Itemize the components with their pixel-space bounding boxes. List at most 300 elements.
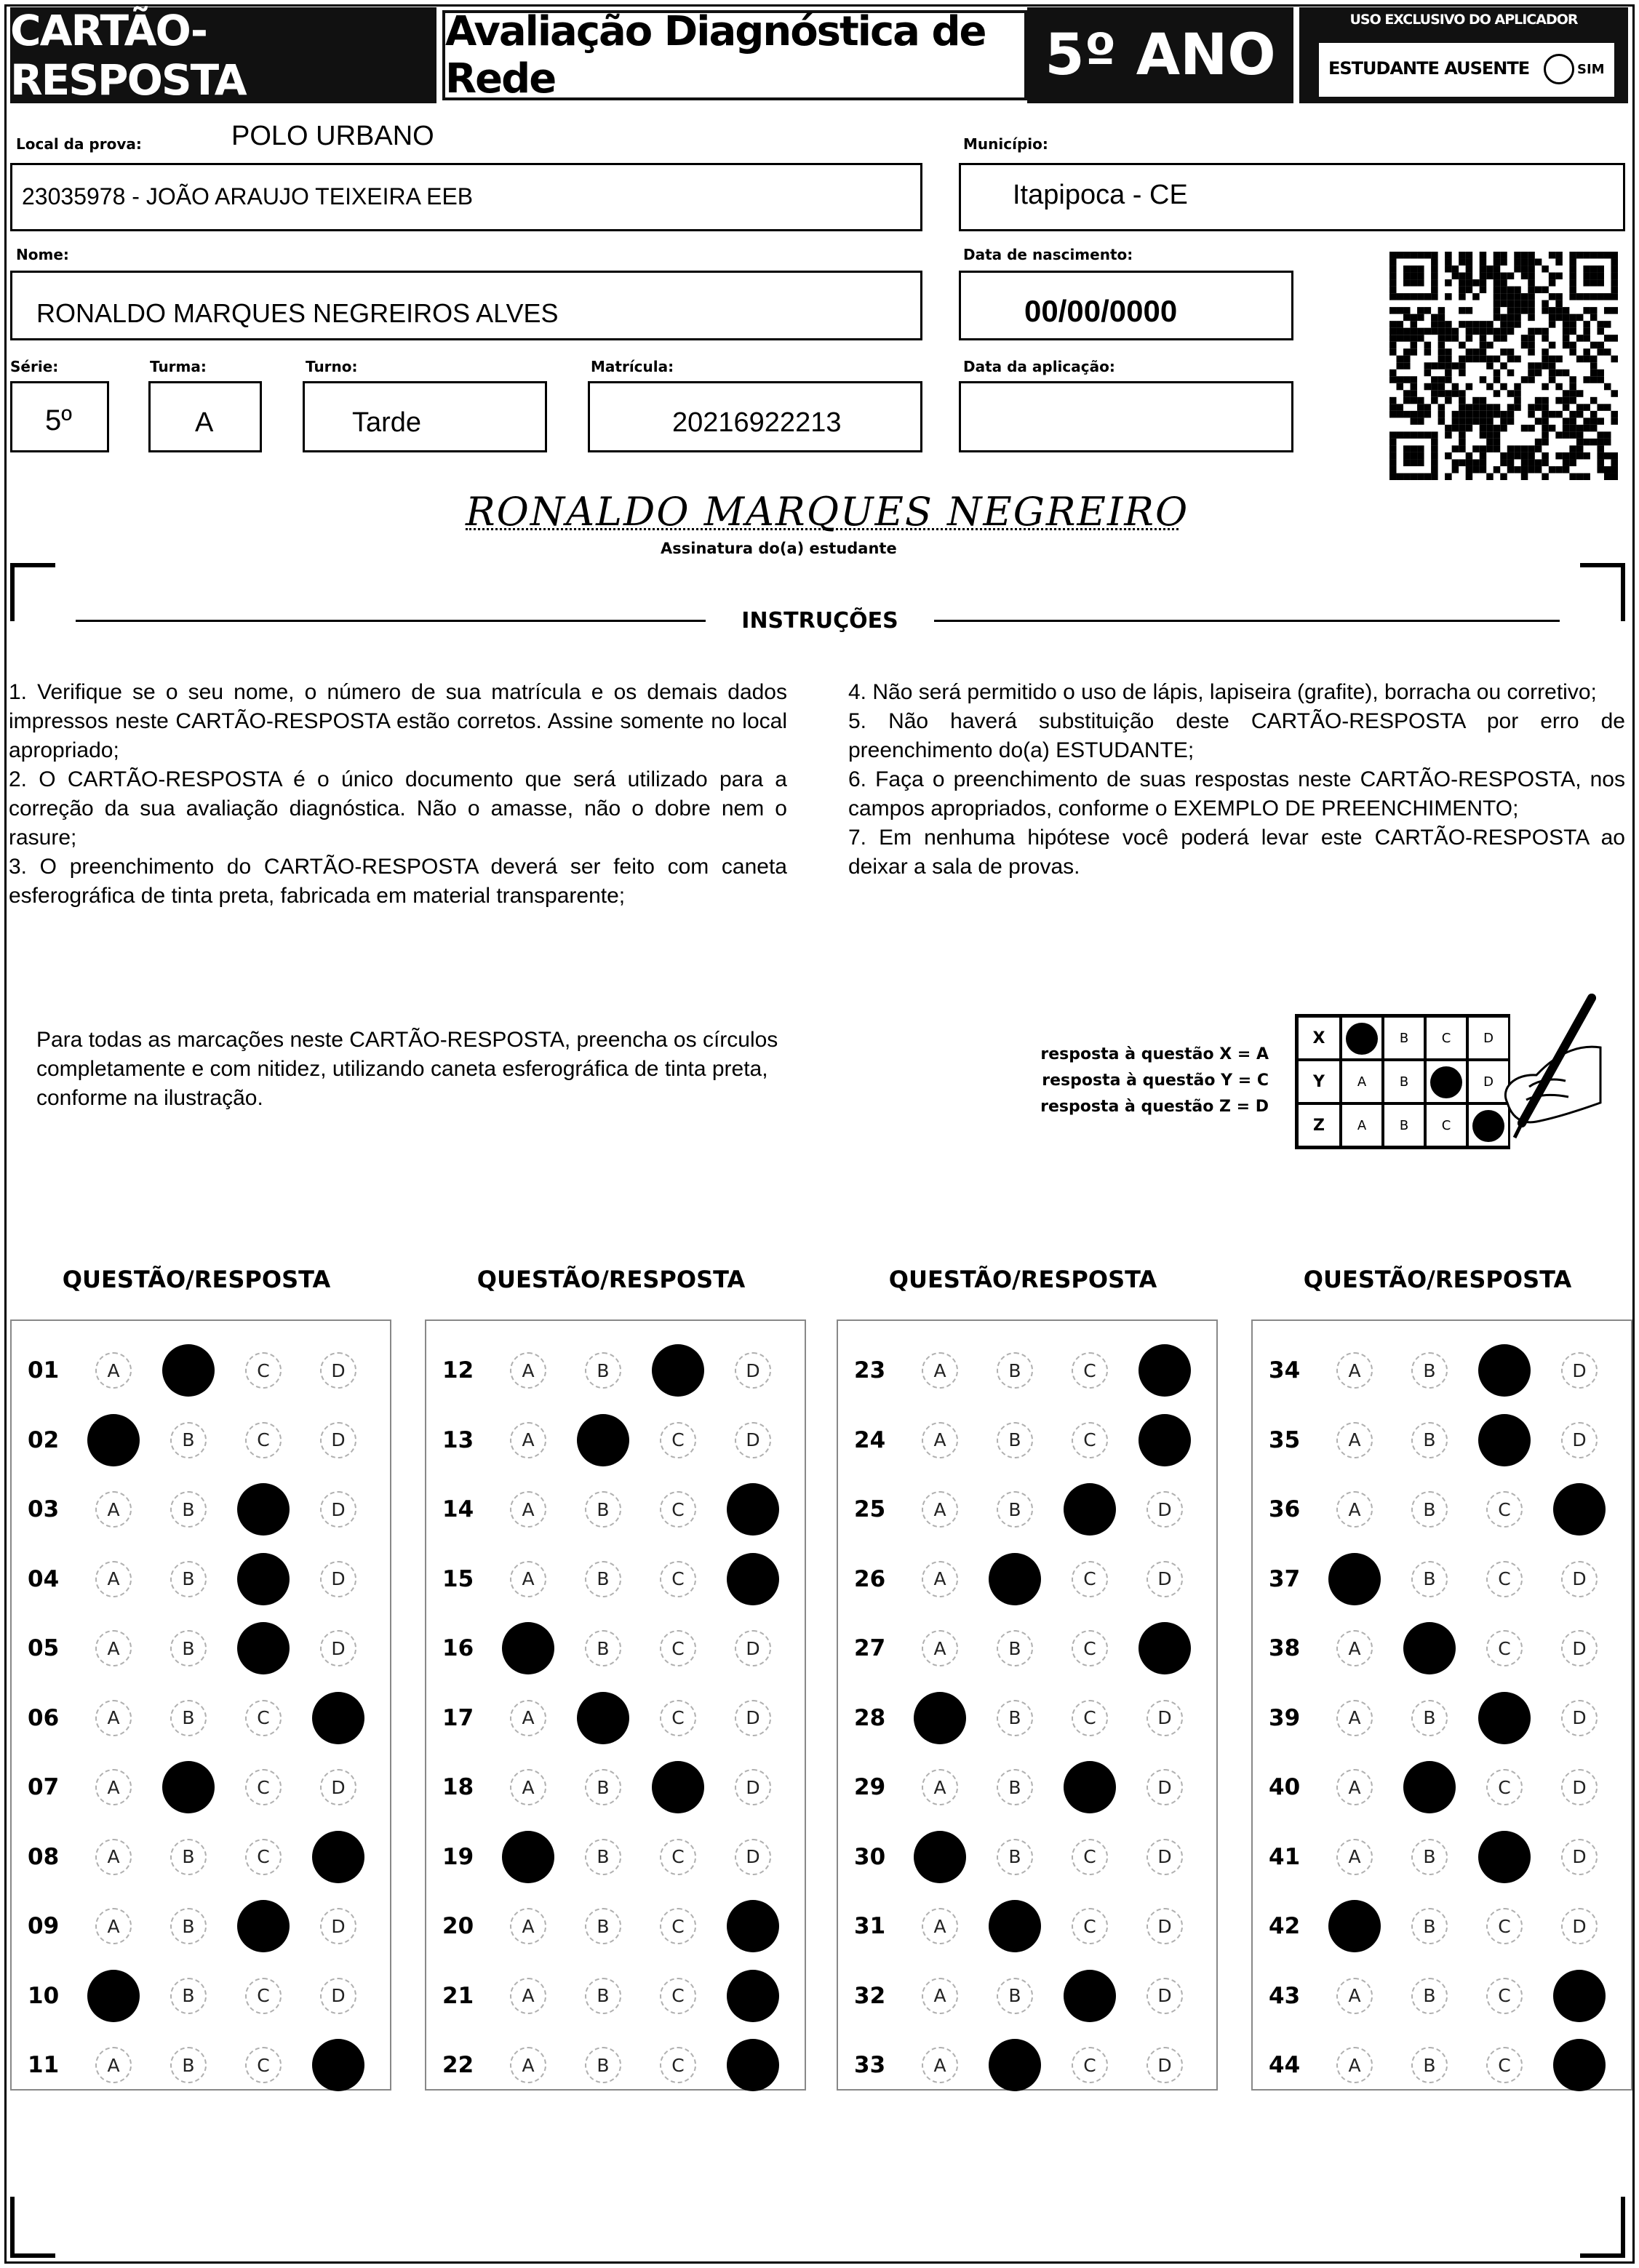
filled-bubble[interactable]	[237, 1622, 290, 1674]
answer-bubble-b[interactable]	[585, 1630, 621, 1666]
answer-bubble-c[interactable]	[245, 1422, 282, 1458]
bubble-letter: B	[1423, 1498, 1436, 1520]
bubble-letter: A	[522, 1707, 535, 1728]
answer-row	[1251, 1626, 1624, 1670]
answer-bubble-b[interactable]	[585, 1978, 621, 2014]
bubble-letter: A	[1348, 1637, 1361, 1659]
answer-bubble-d[interactable]	[320, 1491, 356, 1528]
answer-bubble-a[interactable]	[1336, 1491, 1373, 1528]
answer-bubble-d[interactable]	[320, 1352, 356, 1389]
answer-bubble-d[interactable]	[1561, 1352, 1598, 1389]
answer-bubble-a[interactable]	[510, 1908, 546, 1944]
answer-bubble-c[interactable]	[245, 2047, 282, 2083]
answer-bubble-d[interactable]	[735, 1769, 771, 1805]
bubble-letter: B	[1008, 1776, 1021, 1798]
example-question-label: X	[1297, 1016, 1341, 1060]
answer-bubble-b[interactable]	[997, 1422, 1033, 1458]
answer-bubble-b[interactable]	[997, 1352, 1033, 1389]
answer-bubble-b[interactable]	[1411, 1491, 1448, 1528]
question-number: 04	[28, 1565, 60, 1592]
school-value: 23035978 - JOÃO ARAUJO TEIXEIRA EEB	[22, 183, 474, 209]
question-number: 25	[854, 1496, 886, 1522]
example-option-a: A	[1341, 1103, 1383, 1147]
bubble-letter: B	[1008, 1637, 1021, 1659]
absent-yes-label: SIM	[1577, 62, 1605, 77]
question-number: 29	[854, 1774, 886, 1800]
filled-bubble[interactable]	[1553, 2039, 1606, 2091]
answer-bubble-a[interactable]	[922, 1422, 958, 1458]
answer-bubble-a[interactable]	[510, 1978, 546, 2014]
signature-handwritten: RONALDO MARQUES NEGREIRO	[466, 489, 1189, 535]
question-number: 07	[28, 1774, 60, 1800]
answer-bubble-a[interactable]	[1336, 1352, 1373, 1389]
instruction-item: 4. Não será permitido o uso de lápis, lapiseira (grafite), borracha ou corretivo;	[848, 680, 1597, 704]
corner-mark	[10, 563, 15, 621]
answer-bubble-c[interactable]	[245, 1839, 282, 1875]
answer-bubble-d[interactable]	[1561, 1422, 1598, 1458]
answer-row	[425, 1904, 797, 1948]
bubble-letter: A	[107, 1846, 120, 1867]
answer-bubble-b[interactable]	[170, 1422, 207, 1458]
bubble-letter: A	[1348, 1359, 1361, 1381]
bubble-letter: D	[1157, 1915, 1172, 1937]
answer-bubble-d[interactable]	[1146, 1908, 1183, 1944]
answer-bubble-b[interactable]	[170, 1491, 207, 1528]
bubble-letter: C	[1498, 1776, 1511, 1798]
corner-mark	[1580, 563, 1625, 567]
bubble-letter: A	[933, 2054, 946, 2076]
answer-bubble-b[interactable]	[170, 1908, 207, 1944]
filled-bubble[interactable]	[652, 1761, 704, 1813]
answer-bubble-b[interactable]	[1411, 1908, 1448, 1944]
filled-bubble[interactable]	[989, 1553, 1041, 1605]
instruction-item: 2. O CARTÃO-RESPOSTA é o único documento que será utilizado para a correção da sua avaliação diagnóstica. Não o amasse, não o dobre nem o rasure;	[9, 767, 787, 850]
filled-bubble[interactable]	[577, 1692, 629, 1744]
instruction-item: 3. O preenchimento do CARTÃO-RESPOSTA deverá ser feito com caneta esferográfica de tinta preta, fabricada em material transparente;	[9, 855, 787, 908]
answer-bubble-a[interactable]	[1336, 1769, 1373, 1805]
bubble-letter: A	[107, 1915, 120, 1937]
answer-bubble-c[interactable]	[660, 2047, 696, 2083]
answer-bubble-c[interactable]	[1072, 1352, 1108, 1389]
question-number: 11	[28, 2052, 60, 2078]
filled-bubble[interactable]	[237, 1553, 290, 1605]
bubble-letter: C	[1083, 1707, 1096, 1728]
answer-bubble-c[interactable]	[660, 1908, 696, 1944]
answer-bubble-b[interactable]	[170, 1630, 207, 1666]
answer-bubble-c[interactable]	[1486, 1908, 1523, 1944]
bubble-letter: B	[1008, 1498, 1021, 1520]
answer-bubble-b[interactable]	[585, 1491, 621, 1528]
pen-hand-icon	[1493, 994, 1602, 1146]
turma-value: A	[195, 407, 214, 438]
answer-bubble-d[interactable]	[735, 1630, 771, 1666]
example-option-d: D	[1467, 1060, 1510, 1103]
bubble-letter: C	[257, 1429, 270, 1450]
bubble-letter: C	[257, 1776, 270, 1798]
answer-bubble-d[interactable]	[320, 1561, 356, 1597]
answer-bubble-a[interactable]	[1336, 1630, 1373, 1666]
answer-bubble-d[interactable]	[735, 1839, 771, 1875]
bubble-letter: B	[1423, 1568, 1436, 1589]
bubble-letter: B	[597, 1776, 610, 1798]
bubble-letter: A	[933, 1637, 946, 1659]
example-option-d: D	[1467, 1016, 1510, 1060]
answer-bubble-a[interactable]	[922, 1491, 958, 1528]
filled-bubble[interactable]	[1553, 1483, 1606, 1536]
bubble-letter: A	[522, 1568, 535, 1589]
answer-bubble-c[interactable]	[1072, 2047, 1108, 2083]
bubble-letter: C	[671, 1637, 685, 1659]
answer-bubble-c[interactable]	[1486, 1491, 1523, 1528]
answer-bubble-b[interactable]	[1411, 1561, 1448, 1597]
answer-bubble-a[interactable]	[1336, 1978, 1373, 2014]
serie-label: Série:	[10, 358, 59, 375]
filled-bubble[interactable]	[502, 1831, 554, 1883]
answer-bubble-c[interactable]	[660, 1839, 696, 1875]
answer-bubble-a[interactable]	[510, 2047, 546, 2083]
answer-bubble-b[interactable]	[997, 1491, 1033, 1528]
bubble-letter: C	[1083, 1915, 1096, 1937]
answer-bubble-b[interactable]	[997, 1769, 1033, 1805]
filled-bubble[interactable]	[1478, 1414, 1531, 1466]
filled-bubble[interactable]	[312, 1831, 364, 1883]
question-number: 24	[854, 1426, 886, 1453]
filled-bubble[interactable]	[1328, 1553, 1381, 1605]
answer-bubble-b[interactable]	[997, 1630, 1033, 1666]
answer-bubble-d[interactable]	[320, 1908, 356, 1944]
answer-bubble-c[interactable]	[660, 1491, 696, 1528]
answer-bubble-d[interactable]	[1146, 2047, 1183, 2083]
question-number: 17	[442, 1704, 474, 1731]
answer-bubble-b[interactable]	[585, 1769, 621, 1805]
question-number: 39	[1269, 1704, 1301, 1731]
filled-bubble[interactable]	[577, 1414, 629, 1466]
question-number: 02	[28, 1426, 60, 1453]
question-number: 16	[442, 1635, 474, 1661]
bubble-letter: B	[1008, 1429, 1021, 1450]
bubble-letter: C	[1083, 1359, 1096, 1381]
answer-bubble-d[interactable]	[1561, 1769, 1598, 1805]
answer-bubble-b[interactable]	[1411, 2047, 1448, 2083]
answer-bubble-c[interactable]	[1072, 1561, 1108, 1597]
filled-bubble[interactable]	[162, 1344, 215, 1397]
answer-bubble-c[interactable]	[1072, 1839, 1108, 1875]
answer-bubble-b[interactable]	[170, 1561, 207, 1597]
answer-bubble-d[interactable]	[1146, 1700, 1183, 1736]
bubble-letter: D	[331, 1429, 346, 1450]
answer-bubble-c[interactable]	[245, 1700, 282, 1736]
filled-bubble[interactable]	[312, 2039, 364, 2091]
filled-bubble[interactable]	[237, 1483, 290, 1536]
bubble-letter: A	[1348, 1707, 1361, 1728]
answer-bubble-b[interactable]	[1411, 1422, 1448, 1458]
corner-mark	[10, 563, 55, 567]
filled-bubble[interactable]	[1138, 1622, 1191, 1674]
answer-bubble-b[interactable]	[997, 1978, 1033, 2014]
filled-bubble[interactable]	[162, 1761, 215, 1813]
answer-bubble-a[interactable]	[95, 1908, 132, 1944]
filled-bubble[interactable]	[727, 1970, 779, 2022]
bubble-letter: B	[182, 1637, 195, 1659]
answer-row	[10, 1557, 383, 1601]
answer-bubble-a[interactable]	[95, 1630, 132, 1666]
filled-bubble[interactable]	[502, 1622, 554, 1674]
answer-row	[837, 1835, 1209, 1879]
answer-bubble-c[interactable]	[660, 1422, 696, 1458]
question-number: 41	[1269, 1843, 1301, 1870]
answer-bubble-d[interactable]	[320, 1769, 356, 1805]
answer-bubble-a[interactable]	[922, 1352, 958, 1389]
filled-bubble[interactable]	[1064, 1970, 1116, 2022]
example-option-c	[1425, 1060, 1467, 1103]
filled-bubble[interactable]	[237, 1900, 290, 1952]
answer-row	[1251, 1904, 1624, 1948]
answer-row	[10, 1904, 383, 1948]
answer-bubble-a[interactable]	[1336, 2047, 1373, 2083]
answer-bubble-c[interactable]	[660, 1630, 696, 1666]
answer-bubble-a[interactable]	[510, 1352, 546, 1389]
answer-bubble-c[interactable]	[1072, 1630, 1108, 1666]
answer-bubble-d[interactable]	[735, 1352, 771, 1389]
answer-bubble-c[interactable]	[1486, 1978, 1523, 2014]
corner-mark	[1621, 563, 1625, 621]
answer-bubble-d[interactable]	[1561, 1561, 1598, 1597]
answer-bubble-c[interactable]	[1072, 1908, 1108, 1944]
answer-bubble-c[interactable]	[1486, 2047, 1523, 2083]
answer-row	[425, 1696, 797, 1740]
bubble-letter: C	[671, 2054, 685, 2076]
filled-bubble[interactable]	[312, 1692, 364, 1744]
instructions-rule-right	[934, 620, 1560, 622]
bubble-letter: D	[1572, 1568, 1587, 1589]
filled-bubble[interactable]	[914, 1831, 966, 1883]
instructions-title: INSTRUÇÕES	[741, 608, 898, 634]
answer-bubble-a[interactable]	[95, 1839, 132, 1875]
filled-bubble[interactable]	[727, 2039, 779, 2091]
nome-value: RONALDO MARQUES NEGREIROS ALVES	[36, 298, 559, 328]
bubble-letter: C	[257, 1985, 270, 2006]
bubble-letter: C	[1083, 1846, 1096, 1867]
answer-bubble-c[interactable]	[1072, 1700, 1108, 1736]
bubble-letter: C	[671, 1915, 685, 1937]
question-number: 10	[28, 1982, 60, 2009]
answer-bubble-c[interactable]	[660, 1978, 696, 2014]
corner-mark	[10, 2197, 15, 2258]
answer-bubble-c[interactable]	[245, 1352, 282, 1389]
filled-bubble[interactable]	[914, 1692, 966, 1744]
answer-bubble-b[interactable]	[585, 2047, 621, 2083]
filled-bubble[interactable]	[652, 1344, 704, 1397]
question-number: 12	[442, 1357, 474, 1383]
question-number: 32	[854, 1982, 886, 2009]
answer-bubble-c[interactable]	[660, 1561, 696, 1597]
answer-bubble-a[interactable]	[1336, 1700, 1373, 1736]
answer-bubble-b[interactable]	[1411, 1700, 1448, 1736]
filled-bubble[interactable]	[727, 1553, 779, 1605]
bubble-letter: B	[1423, 1846, 1436, 1867]
filled-bubble[interactable]	[1403, 1761, 1456, 1813]
answer-bubble-d[interactable]	[1561, 1908, 1598, 1944]
answer-bubble-b[interactable]	[170, 2047, 207, 2083]
answer-bubble-b[interactable]	[997, 1839, 1033, 1875]
answer-bubble-a[interactable]	[1336, 1839, 1373, 1875]
instruction-item: 1. Verifique se o seu nome, o número de sua matrícula e os demais dados impressos neste CARTÃO-RESPOSTA estão corretos. Assine somente no local apropriado;	[9, 680, 787, 762]
answer-bubble-a[interactable]	[95, 1769, 132, 1805]
example-filled-bubble	[1430, 1066, 1462, 1098]
answer-bubble-c[interactable]	[1486, 1769, 1523, 1805]
bubble-letter: A	[1348, 1846, 1361, 1867]
answer-bubble-b[interactable]	[1411, 1352, 1448, 1389]
answer-bubble-b[interactable]	[997, 1700, 1033, 1736]
answer-bubble-b[interactable]	[585, 1561, 621, 1597]
bubble-letter: A	[522, 2054, 535, 2076]
answer-row	[425, 1349, 797, 1392]
answer-bubble-b[interactable]	[170, 1978, 207, 2014]
answer-bubble-a[interactable]	[95, 1352, 132, 1389]
answer-bubble-a[interactable]	[510, 1491, 546, 1528]
bubble-letter: D	[1157, 1498, 1172, 1520]
bubble-letter: C	[1498, 1985, 1511, 2006]
bubble-letter: B	[182, 1707, 195, 1728]
answer-bubble-d[interactable]	[320, 1630, 356, 1666]
filled-bubble[interactable]	[989, 1900, 1041, 1952]
answer-bubble-d[interactable]	[320, 1422, 356, 1458]
answer-bubble-a[interactable]	[95, 1561, 132, 1597]
bubble-letter: C	[1083, 1637, 1096, 1659]
answer-bubble-c[interactable]	[660, 1700, 696, 1736]
answer-bubble-a[interactable]	[922, 1769, 958, 1805]
bubble-letter: C	[671, 1846, 685, 1867]
answer-bubble-a[interactable]	[95, 1700, 132, 1736]
answer-row	[837, 1765, 1209, 1809]
answer-bubble-c[interactable]	[1486, 1630, 1523, 1666]
filled-bubble[interactable]	[1553, 1970, 1606, 2022]
filled-bubble[interactable]	[1478, 1831, 1531, 1883]
answer-bubble-a[interactable]	[1336, 1422, 1373, 1458]
answer-bubble-a[interactable]	[922, 1978, 958, 2014]
answer-bubble-c[interactable]	[1486, 1561, 1523, 1597]
answer-bubble-b[interactable]	[585, 1352, 621, 1389]
answer-bubble-a[interactable]	[510, 1561, 546, 1597]
answer-bubble-a[interactable]	[510, 1769, 546, 1805]
answer-bubble-a[interactable]	[922, 2047, 958, 2083]
absent-checkbox[interactable]	[1544, 54, 1574, 84]
bubble-letter: A	[1348, 2054, 1361, 2076]
answer-bubble-a[interactable]	[922, 1630, 958, 1666]
answer-bubble-c[interactable]	[245, 1978, 282, 2014]
bubble-letter: D	[1572, 1637, 1587, 1659]
answer-bubble-d[interactable]	[1146, 1839, 1183, 1875]
bubble-letter: D	[746, 1637, 760, 1659]
answer-bubble-c[interactable]	[245, 1769, 282, 1805]
answer-bubble-d[interactable]	[1561, 1839, 1598, 1875]
turma-label: Turma:	[150, 358, 207, 375]
nome-label: Nome:	[16, 246, 69, 263]
bubble-letter: A	[933, 1498, 946, 1520]
answer-bubble-d[interactable]	[735, 1422, 771, 1458]
bubble-letter: B	[597, 1568, 610, 1589]
answer-column-title: QUESTÃO/RESPOSTA	[1303, 1266, 1572, 1293]
bubble-letter: D	[1157, 1846, 1172, 1867]
answer-bubble-b[interactable]	[1411, 1839, 1448, 1875]
answer-bubble-a[interactable]	[95, 1491, 132, 1528]
answer-bubble-c[interactable]	[1072, 1422, 1108, 1458]
instructions-rule-left	[76, 620, 706, 622]
filled-bubble[interactable]	[87, 1970, 140, 2022]
filled-bubble[interactable]	[727, 1483, 779, 1536]
question-number: 35	[1269, 1426, 1301, 1453]
example-option-c: C	[1425, 1016, 1467, 1060]
answer-row	[837, 1418, 1209, 1462]
filled-bubble[interactable]	[1328, 1900, 1381, 1952]
filled-bubble[interactable]	[1138, 1414, 1191, 1466]
answer-bubble-d[interactable]	[1146, 1561, 1183, 1597]
answer-bubble-d[interactable]	[1561, 1700, 1598, 1736]
answer-row	[425, 1765, 797, 1809]
bubble-letter: C	[1498, 1498, 1511, 1520]
answer-row	[10, 1835, 383, 1879]
bubble-letter: A	[107, 1359, 120, 1381]
answer-bubble-d[interactable]	[1146, 1769, 1183, 1805]
answer-bubble-a[interactable]	[95, 2047, 132, 2083]
answer-bubble-b[interactable]	[585, 1839, 621, 1875]
answer-bubble-b[interactable]	[170, 1700, 207, 1736]
corner-mark	[10, 2253, 55, 2258]
filled-bubble[interactable]	[1064, 1761, 1116, 1813]
question-number: 34	[1269, 1357, 1301, 1383]
filled-bubble[interactable]	[1478, 1692, 1531, 1744]
answer-bubble-b[interactable]	[1411, 1978, 1448, 2014]
answer-column-title: QUESTÃO/RESPOSTA	[62, 1266, 331, 1293]
answer-row	[837, 1557, 1209, 1601]
answer-bubble-d[interactable]	[735, 1700, 771, 1736]
example-legend-item: resposta à questão Z = D	[1040, 1098, 1269, 1116]
absent-label: ESTUDANTE AUSENTE	[1328, 58, 1530, 79]
answer-bubble-d[interactable]	[1146, 1491, 1183, 1528]
filled-bubble[interactable]	[87, 1414, 140, 1466]
filled-bubble[interactable]	[989, 2039, 1041, 2091]
answer-bubble-a[interactable]	[510, 1700, 546, 1736]
filled-bubble[interactable]	[1138, 1344, 1191, 1397]
answer-row	[1251, 1974, 1624, 2018]
answer-row	[1251, 2043, 1624, 2087]
answer-bubble-b[interactable]	[170, 1839, 207, 1875]
example-option-b: B	[1383, 1060, 1425, 1103]
filled-bubble[interactable]	[727, 1900, 779, 1952]
turno-field	[303, 381, 547, 452]
bubble-letter: D	[1157, 1776, 1172, 1798]
answer-row	[837, 1974, 1209, 2018]
answer-bubble-d[interactable]	[1146, 1978, 1183, 2014]
qr-code-icon	[1389, 252, 1618, 480]
filled-bubble[interactable]	[1403, 1622, 1456, 1674]
filled-bubble[interactable]	[1478, 1344, 1531, 1397]
answer-bubble-a[interactable]	[510, 1422, 546, 1458]
example-option-a: A	[1341, 1060, 1383, 1103]
answer-bubble-b[interactable]	[585, 1908, 621, 1944]
answer-bubble-a[interactable]	[922, 1908, 958, 1944]
filled-bubble[interactable]	[1064, 1483, 1116, 1536]
answer-bubble-d[interactable]	[320, 1978, 356, 2014]
question-number: 03	[28, 1496, 60, 1522]
bubble-letter: B	[597, 1985, 610, 2006]
answer-bubble-a[interactable]	[922, 1561, 958, 1597]
question-number: 44	[1269, 2052, 1301, 2078]
signature-line	[466, 528, 1179, 530]
bubble-letter: B	[597, 1498, 610, 1520]
bubble-letter: D	[746, 1707, 760, 1728]
answer-bubble-d[interactable]	[1561, 1630, 1598, 1666]
